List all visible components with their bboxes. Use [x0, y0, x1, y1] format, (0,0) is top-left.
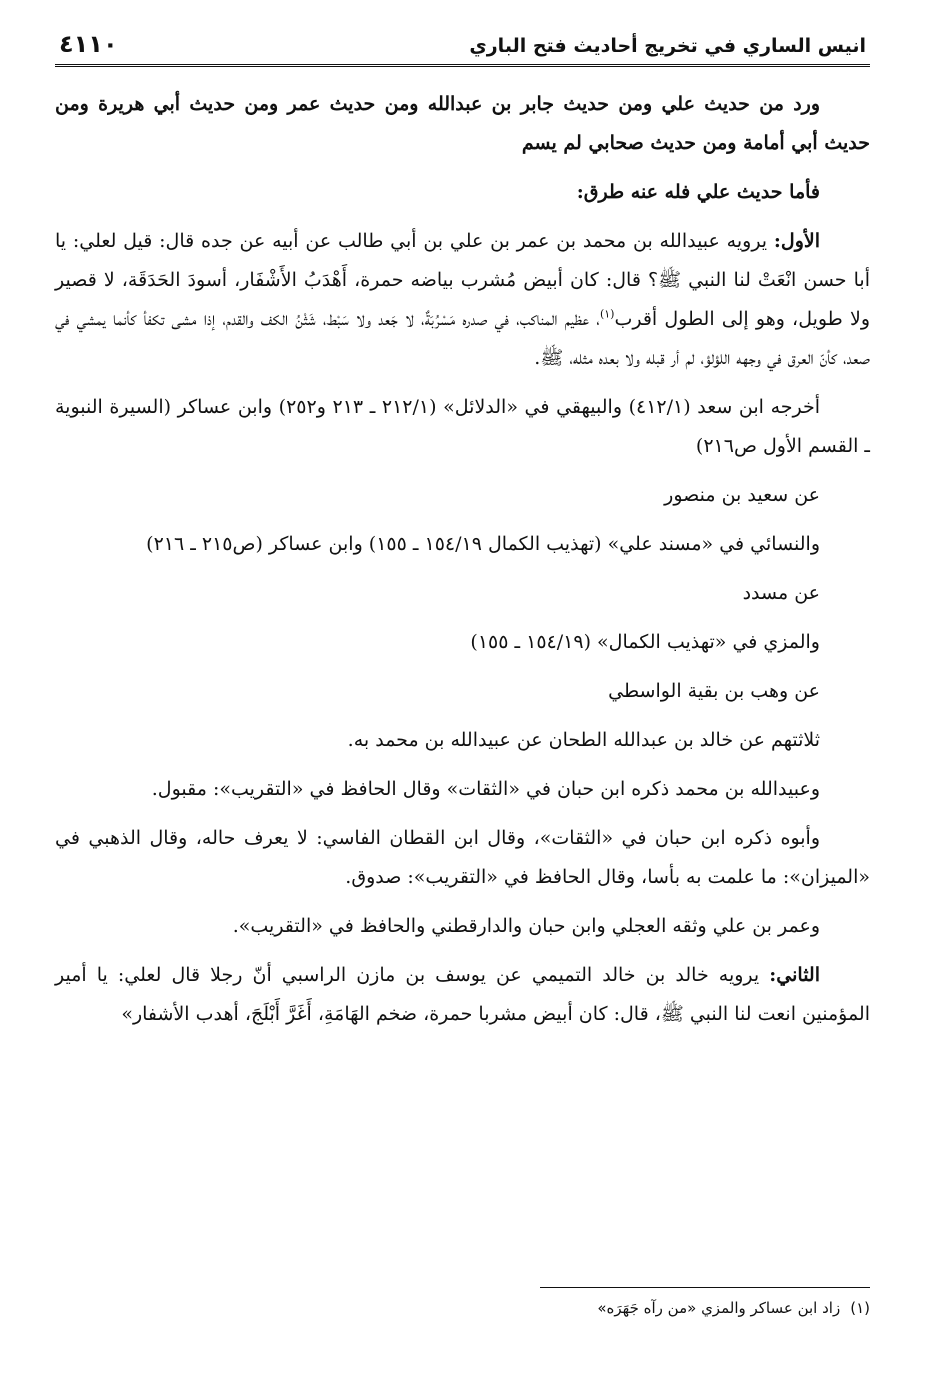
paragraph-text: أخرجه ابن سعد (٤١٢/١) والبيهقي في «الدلائل» (٢١٢/١ ـ ٢١٣ و٢٥٢) وابن عساكر (السيرة النبوية ـ القسم الأول ص٢١٦) [55, 396, 870, 457]
paragraph-text: ورد من حديث علي ومن حديث جابر بن عبدالله ومن حديث عمر ومن حديث أبي هريرة ومن حديث أبي أمامة ومن حديث صحابي لم يسم [55, 93, 870, 154]
footnote-marker[interactable]: (١) [599, 307, 615, 321]
paragraph-text: يرويه عبيدالله بن محمد بن عمر بن علي بن أبي طالب عن أبيه عن جده قال: قيل لعلي: يا أبا حسن انْعَتْ لنا النبي ﷺ؟ قال: كان أبيض مُشرب بياضه حمرة، أَهْدَبُ الأَشْفَار، أسودَ الحَدَقَة، لا قصير ولا طويل، وهو إلى الطول أقرب [55, 230, 870, 330]
footnote [80, 1296, 870, 1320]
running-header [55, 30, 870, 67]
paragraph-wahb [55, 672, 870, 711]
paragraph-lead: الثاني: [769, 964, 820, 986]
body-text [55, 85, 870, 1034]
paragraph-mizzi [55, 623, 870, 662]
paragraph-nasai [55, 525, 870, 564]
paragraph-three-narrators [55, 721, 870, 760]
paragraph-text: وعمر بن علي وثقه العجلي وابن حبان والدارقطني والحافظ في «التقريب». [232, 915, 820, 937]
paragraph-text: يرويه خالد بن خالد التميمي عن يوسف بن مازن الراسبي أنّ رجلا قال لعلي: يا أمير المؤمنين انعت لنا النبي ﷺ، قال: كان أبيض مشربا حمرة، ضخم الهَامَةِ، أَغَرَّ أَبْلَجَ، أهدب الأشفار» [55, 964, 870, 1025]
paragraph-text: عن مسدد [742, 582, 820, 604]
paragraph-ali-routes [55, 173, 870, 212]
footnote-number: (١) [850, 1299, 870, 1317]
paragraph-second-route [55, 956, 870, 1034]
paragraph-lead: الأول: [773, 230, 820, 252]
paragraph-musaddad [55, 574, 870, 613]
footnote-divider [540, 1287, 870, 1288]
paragraph-intro [55, 85, 870, 163]
paragraph-text: عن سعيد بن منصور [664, 484, 820, 506]
paragraph-text: والمزي في «تهذيب الكمال» (١٥٤/١٩ ـ ١٥٥) [470, 631, 820, 653]
paragraph-text: عن وهب بن بقية الواسطي [608, 680, 820, 702]
paragraph-text: وعبيدالله بن محمد ذكره ابن حبان في «الثقات» وقال الحافظ في «التقريب»: مقبول. [151, 778, 820, 800]
paragraph-first-route [55, 222, 870, 378]
paragraph-umar-ibn-ali [55, 907, 870, 946]
paragraph-ubaydallah [55, 770, 870, 809]
book-title: انيس الساري في تخريج أحاديث فتح الباري [469, 35, 866, 57]
page [55, 30, 870, 1044]
paragraph-said-ibn-mansur [55, 476, 870, 515]
page-number: ٤١١٠ [59, 30, 118, 58]
paragraph-text: ثلاثتهم عن خالد بن عبدالله الطحان عن عبيدالله بن محمد به. [347, 729, 820, 751]
paragraph-takhrij-ibn-saad [55, 388, 870, 466]
paragraph-text: فأما حديث علي فله عنه طرق: [576, 181, 820, 203]
paragraph-text: والنسائي في «مسند علي» (تهذيب الكمال ١٥٤/١٩ ـ ١٥٥) وابن عساكر (ص٢١٥ ـ ٢١٦) [146, 533, 820, 555]
paragraph-text: وأبوه ذكره ابن حبان في «الثقات»، وقال ابن القطان الفاسي: لا يعرف حاله، وقال الذهبي في «الميزان»: ما علمت به بأسا، وقال الحافظ في «التقريب»: صدوق. [55, 827, 870, 888]
footnote-text: زاد ابن عساكر والمزي «من رآه جَهَرَه» [597, 1299, 841, 1317]
paragraph-text: ، عظيم المناكب، في صدره مَسْرُبَةٌ، لا جَعد ولا سَبْط، شَثْنُ الكف والقدم، إذا مشى تكفأ كأنما يمشي في صعد، كأنّ العرق في وجهه اللؤلؤ، لم أر قبله ولا بعده مثله، ﷺ. [55, 308, 870, 369]
paragraph-father [55, 819, 870, 897]
